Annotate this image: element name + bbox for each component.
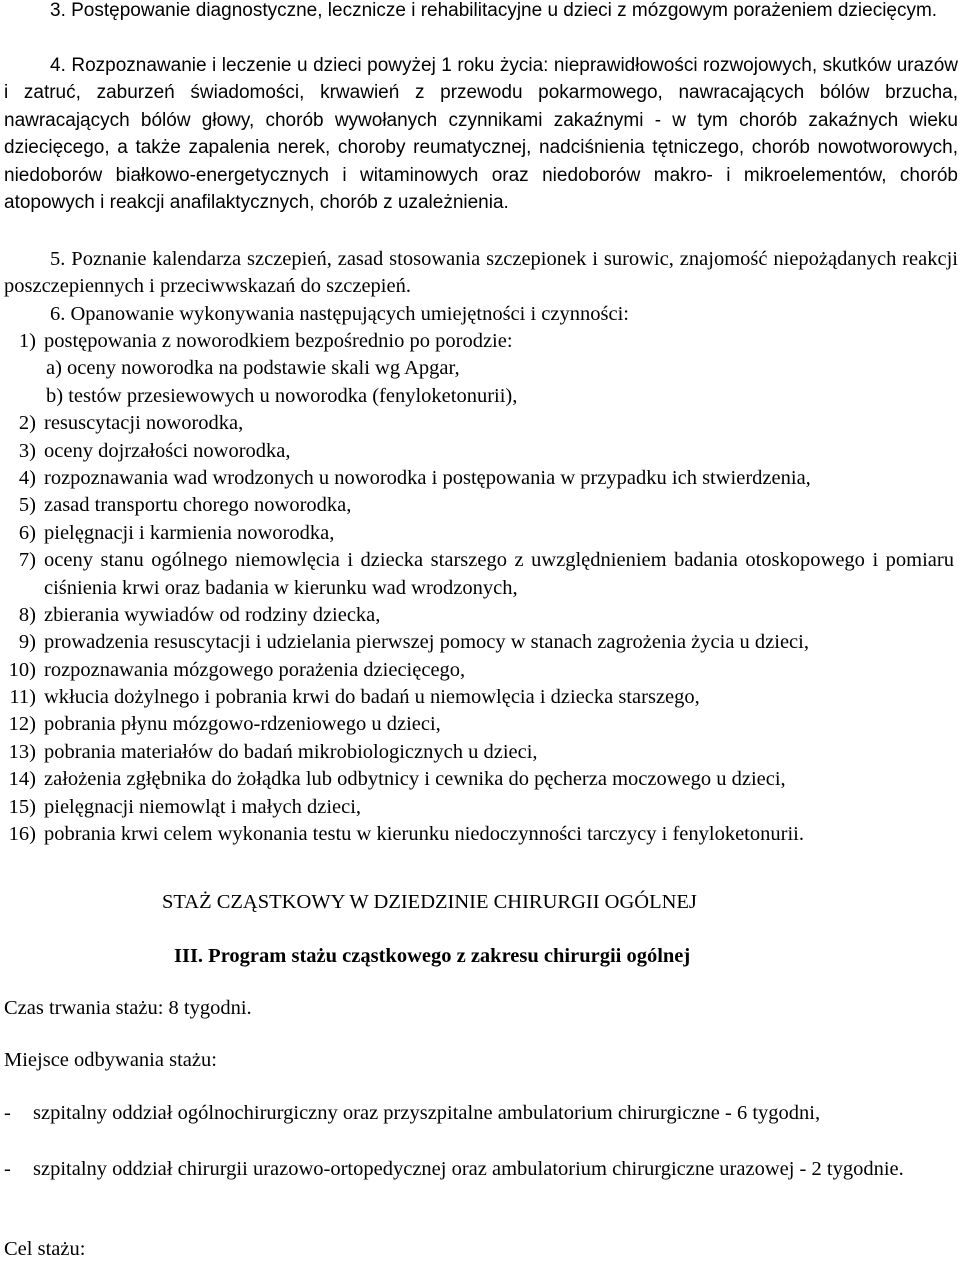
- list-item: [0, 438, 960, 465]
- list-item: [0, 520, 960, 547]
- list-item-number: 1): [18, 330, 36, 352]
- list-item-number: 14): [8, 768, 36, 791]
- list-item-number: 5): [18, 494, 36, 517]
- list-item: [0, 739, 960, 766]
- list-item-text: rozpoznawania wad wrodzonych u noworodka i postępowania w przypadku ich stwierdzenia,: [44, 466, 811, 489]
- list-item: [0, 794, 960, 821]
- paragraph-4: 4. Rozpoznawanie i leczenie u dzieci powyżej 1 roku życia: nieprawidłowości rozwojowych, skutków urazów i zatruć, zaburzeń świadomości, krwawień z przewodu pokarmowego, nawracających bólów brzucha, nawracających bólów głowy, chorób wywołanych czynnikami zakaźnymi - w tym chorób zakaźnych wieku dziecięcego, a także zapalenia nerek, choroby reumatycznej, nadciśnienia tętniczego, chorób nowotworowych, niedoborów białkowo-energetycznych i witaminowych oraz niedoborów makro- i mikroelementów, chorób atopowych i reakcji anafilaktycznych, chorób z uzależnienia.: [4, 55, 958, 214]
- place-item: [4, 1100, 958, 1155]
- list-item-number: 12): [8, 713, 36, 736]
- goal-label: Cel stażu:: [4, 1238, 86, 1260]
- paragraph-5: 5. Poznanie kalendarza szczepień, zasad stosowania szczepionek i surowic, znajomość niepożądanych reakcji poszczepiennych i przeciwwskazań do szczepień.: [4, 248, 958, 298]
- list-item: [0, 711, 960, 738]
- list-subitem-text: b) testów przesiewowych u noworodka (fenyloketonurii),: [46, 384, 518, 407]
- list-subitem: [0, 355, 960, 382]
- section-title: STAŻ CZĄSTKOWY W DZIEDZINIE CHIRURGII OGÓLNEJ: [162, 891, 697, 913]
- place-label: Miejsce odbywania stażu:: [4, 1049, 217, 1071]
- list-item-text: prowadzenia resuscytacji i udzielania pierwszej pomocy w stanach zagrożenia życia u dzieci,: [44, 631, 809, 654]
- list-item-text: pobrania płynu mózgowo-rdzeniowego u dzieci,: [44, 713, 441, 736]
- list-item-number: 7): [18, 549, 36, 572]
- list-item-number: 8): [18, 603, 36, 626]
- list-item-number: 10): [8, 658, 36, 681]
- list-item: [0, 328, 960, 355]
- list-item: [0, 821, 960, 848]
- list-item-number: 3): [18, 439, 36, 462]
- list-item-text: pobrania materiałów do badań mikrobiologicznych u dzieci,: [44, 740, 538, 763]
- paragraph-3: 3. Postępowanie diagnostyczne, lecznicze i rehabilitacyjne u dzieci z mózgowym porażeniem dziecięcym.: [50, 0, 938, 21]
- list-item-text: postępowania z noworodkiem bezpośrednio po porodzie:: [44, 330, 513, 352]
- list-item-text: założenia zgłębnika do żołądka lub odbytnicy i cewnika do pęcherza moczowego u dzieci,: [44, 768, 786, 791]
- list-item: [0, 629, 960, 656]
- list-item: [0, 547, 960, 602]
- list-item-number: 16): [8, 823, 36, 846]
- skills-list: [0, 328, 960, 848]
- list-subitem: [0, 383, 960, 410]
- list-item-text: oceny stanu ogólnego niemowlęcia i dziecka starszego z uwzględnieniem badania otoskopowego i pomiaru ciśnienia krwi oraz badania w kierunku wad wrodzonych,: [44, 549, 954, 599]
- list-item-number: 11): [9, 686, 36, 709]
- list-item: [0, 684, 960, 711]
- list-item-text: rozpoznawania mózgowego porażenia dziecięcego,: [44, 658, 466, 681]
- list-item-number: 13): [8, 740, 36, 763]
- program-heading: III. Program stażu cząstkowego z zakresu chirurgii ogólnej: [174, 945, 691, 967]
- list-item: [0, 766, 960, 793]
- list-subitem-text: a) oceny noworodka na podstawie skali wg Apgar,: [46, 357, 460, 380]
- list-item-text: resuscytacji noworodka,: [44, 412, 244, 435]
- place-item-text: szpitalny oddział chirurgii urazowo-ortopedycznej oraz ambulatorium chirurgiczne urazowej - 2 tygodnie.: [33, 1158, 904, 1180]
- list-item: [0, 492, 960, 519]
- list-item: [0, 465, 960, 492]
- list-item-number: 2): [18, 412, 36, 435]
- list-item-text: pobrania krwi celem wykonania testu w kierunku niedoczynności tarczycy i fenyloketonurii.: [44, 823, 804, 846]
- duration-text: Czas trwania stażu: 8 tygodni.: [4, 997, 252, 1019]
- dash-bullet: -: [4, 1158, 11, 1180]
- list-item: [0, 410, 960, 437]
- paragraph-6: 6. Opanowanie wykonywania następujących umiejętności i czynności:: [50, 303, 629, 325]
- list-item-text: wkłucia dożylnego i pobrania krwi do badań u niemowlęcia i dziecka starszego,: [44, 686, 700, 709]
- dash-bullet: -: [4, 1102, 11, 1124]
- list-item-text: pielęgnacji niemowląt i małych dzieci,: [44, 795, 362, 818]
- place-item-text: szpitalny oddział ogólnochirurgiczny oraz przyszpitalne ambulatorium chirurgiczne - 6 tygodni,: [33, 1102, 821, 1124]
- list-item: [0, 657, 960, 684]
- list-item: [0, 602, 960, 629]
- list-item-text: zbierania wywiadów od rodziny dziecka,: [44, 603, 381, 626]
- list-item-number: 6): [18, 521, 36, 544]
- list-item-number: 15): [8, 795, 36, 818]
- place-item: [4, 1156, 958, 1211]
- list-item-text: pielęgnacji i karmienia noworodka,: [44, 521, 335, 544]
- list-item-number: 9): [18, 631, 36, 654]
- list-item-text: zasad transportu chorego noworodka,: [44, 494, 352, 517]
- list-item-number: 4): [18, 466, 36, 489]
- list-item-text: oceny dojrzałości noworodka,: [44, 439, 291, 462]
